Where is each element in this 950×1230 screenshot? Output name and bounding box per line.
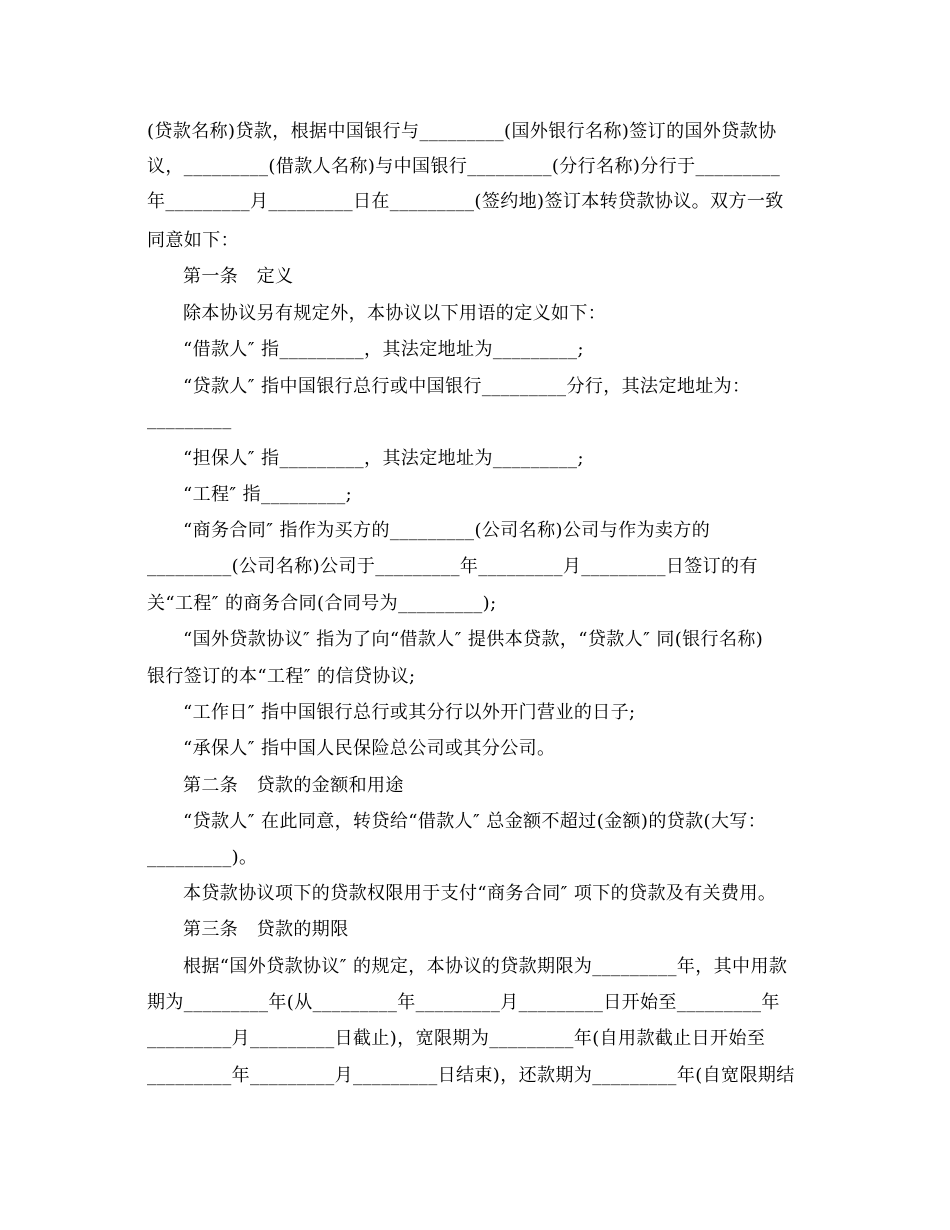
definition-borrower: “借款人″ 指_________，其法定地址为_________; (183, 339, 584, 360)
text-line-16: 银行签订的本“工程″ 的信贷协议; (147, 666, 416, 687)
article-3-heading: 第三条 贷款的期限 (183, 919, 349, 940)
definition-commercial-contract: “商务合同″ 指作为买方的_________(公司名称)公司与作为卖方的 (183, 520, 711, 541)
text-line-21: _________)。 (147, 847, 258, 868)
text-line-1: (贷款名称)贷款，根据中国银行与_________(国外银行名称)签订的国外贷款协 (147, 121, 777, 142)
definition-working-day: “工作日″ 指中国银行总行或其分行以外开门营业的日子; (183, 702, 636, 723)
article-1-heading: 第一条 定义 (183, 266, 294, 287)
definition-foreign-loan-agreement: “国外贷款协议″ 指为了向“借款人″ 提供本贷款，“贷款人″ 同(银行名称) (183, 629, 764, 650)
text-line-27: _________年_________月_________日结束)，还款期为_________年(自宽限期结 (147, 1065, 795, 1086)
text-line-4: 同意如下： (147, 230, 239, 251)
text-line-9: _________ (147, 409, 232, 430)
definition-lender: “贷款人″ 指中国银行总行或中国银行_________分行，其法定地址为： (183, 376, 751, 397)
text-line-2: 议，_________(借款人名称)与中国银行_________(分行名称)分行于_________ (147, 156, 781, 177)
text-line-22: 本贷款协议项下的贷款权限用于支付“商务合同″ 项下的贷款及有关费用。 (183, 883, 777, 904)
article-2-heading: 第二条 贷款的金额和用途 (183, 775, 404, 796)
text-line-14: 关“工程″ 的商务合同(合同号为_________); (147, 593, 497, 614)
text-line-3: 年_________月_________日在_________(签约地)签订本转贷款协议。双方一致 (147, 191, 784, 212)
text-line-13: _________(公司名称)公司于_________年_________月_________日签订的有 (147, 556, 758, 577)
definition-project: “工程″ 指_________; (183, 484, 353, 505)
text-line-24: 根据“国外贷款协议″ 的规定，本协议的贷款期限为_________年，其中用款 (183, 956, 788, 977)
definition-insurer: “承保人″ 指中国人民保险总公司或其分公司。 (183, 738, 556, 759)
text-line-26: _________月_________日截止)，宽限期为_________年(自用款截止日开始至 (147, 1028, 766, 1049)
text-line-25: 期为_________年(从_________年_________月_________日开始至_________年 (147, 992, 780, 1013)
text-line-20: “贷款人″ 在此同意，转贷给“借款人″ 总金额不超过(金额)的贷款(大写： (183, 811, 767, 832)
text-line-6: 除本协议另有规定外，本协议以下用语的定义如下： (183, 303, 607, 324)
definition-guarantor: “担保人″ 指_________，其法定地址为_________; (183, 448, 584, 469)
